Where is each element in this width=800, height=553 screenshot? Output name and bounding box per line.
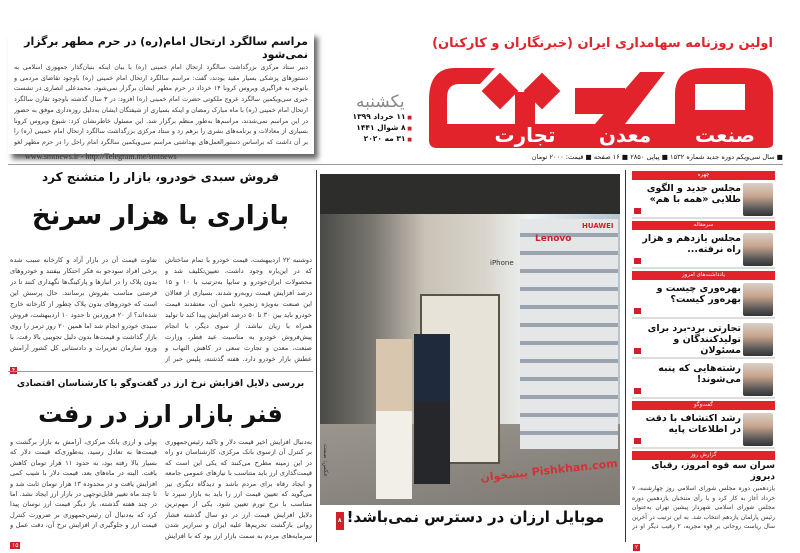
top-story-body: دبیر ستاد مرکزی بزرگداشت سالگرد ارتحال امام خمینی (ره) با بیان اینکه بنیان‌گذار جمهوری اسلامی به دستورهای پزشکی بسیار مقید بودند، گفت: مراسم سالگرد ارتحال امام خمینی (ره) باوجود تقاضای مردمی و باتوجه به فراگیری ویروس کرونا ۱۴ خرداد در حرم مطهر ایشان برگزار نمی‌شود. محمدعلی انصاری در نشست خبری سی‌ویکمین سالگرد عروج ملکوتی حضرت امام خمینی (ره) افزود: در ۳ سال گذشته باوجود تقارن سالگرد ارتحال امام خمینی (ره) با ماه مبارک رمضان و اینکه بسیاری از شیفتگان ایشان به‌دلیل روزه‌داری موفق به حضور در این مراسم نمی‌شدند، مراسم‌ها به‌طور منظم برگزار شد. این مسئول خاطرنشان کرد: شیوع ویروس کرونا بسیاری از معادلات و برنامه‌های بشری را برهم زد و ستاد مرکزی بزرگداشت سالگرد ارتحال امام خمینی (ره) را بر آن داشت که براساس دستورالعمل‌های بهداشتی مراسم سی‌ویکمین سالگرد امام راحل را در حرم مطهر لغو — [14, 64, 308, 146]
page-marker-icon — [634, 258, 641, 264]
shop-window — [520, 219, 618, 449]
story2-col-right: به‌دنبال افزایش اخیر قیمت دلار و تاکید رئیس‌جمهوری بر کنترل آن ازسوی بانک مرکزی، کارشناسان دو راه در این زمینه مطرح می‌کنند که یکی این است که قیمت‌گذاری ارز باید متناسب با نیازهای عمومی جامعه و ایجاد رفاه برای مردم باشد و دیدگاه دیگری نیز می‌گوید که تعیین قیمت ارز را باید به بازار سپرد تا متناسب با نرخ تورم تعیین شود. یکی از مهم‌ترین دلایل افزایش قیمت ارز در دو سال گذشته فشار روانی بازگشت تحریم‌ها علیه ایران و سرازیر شدن سرمایه‌های مردم به سمت بازار ارز بود که با افزایش — [165, 438, 312, 540]
issue-info: ■ سال سی‌ویکم دوره جدید شماره ۱۵۳۲ ■ پیاپی ۲۸۵۰ ■ ۱۶ صفحه ■ قیمت: ۲۰۰۰ تومان — [531, 153, 783, 161]
shop-sign-lenovo: Lenovo — [535, 234, 572, 244]
masthead-tagline: اولین روزنامه سهامداری ایران (خبرنگاران و کارکنان) — [432, 36, 773, 51]
website-url[interactable]: www.smtnews.ir - http://Telegram.me/smtnews — [25, 152, 177, 161]
story2-col-left: پولی و ارزی بانک مرکزی، آرامش به بازار برگشت و قیمت‌ها به تعادل رسید، به‌طوری‌که قیمت دلار که بسیار بالا رفته بود، به حدود ۱۱ هزار تومان کاهش یافت. البته در ماه‌های بعد، قیمت دلار با شیب کمی افزایش یافت و در محدوده ۱۳ هزار تومان ثابت شد و تا چند ماه تغییر قابل‌توجهی در بازار ارز ایجاد نشد. اما در چند هفته گذشته، باز دیگر قیمت ارز نوسان پیدا کرد که به‌دنبال آن رئیس‌جمهوری بر ضرورت کنترل قیمت ارز و جلوگیری از افزایش نرخ آن، دقت عمل و — [10, 438, 157, 530]
report-page-ref[interactable]: ۲ — [635, 544, 639, 551]
column-rule — [625, 170, 626, 542]
sidebar-item[interactable] — [632, 411, 775, 449]
shop-sign-huawei: HUAWEI — [582, 222, 614, 230]
story1-headline[interactable]: بازاری با هزار سرنخ — [31, 201, 290, 231]
avatar — [743, 413, 773, 446]
sidebar-item[interactable] — [632, 281, 775, 319]
photo-credit: عکس: صمت — [322, 444, 329, 477]
logo-word-madan: معدن — [598, 123, 652, 147]
top-story-box — [8, 32, 314, 154]
pedestrian — [376, 339, 412, 499]
logo-word-tejarat: تجارت — [494, 123, 556, 147]
story1-col-right: دوشنبه ۲۲ اردیبهشت، قیمت خودرو با تمام ساختاش که در این‌باره وجود داشت، تعیین‌تکلیف شد و محصولات ایران‌خودرو و سایپا به‌ترتیب با ۱۰ و ۱۵ درصد افزایش قیمت روبه‌رو شدند. بسیاری از فعالان این صنعت به‌ویژه زنجیره تامین آن، معتقدند قیمت خودرو باید بین ۳۰ تا ۵۰ درصد افزایش پیدا کند تا تولید همراه با زیان نباشد. از سوی دیگر، با انجام پیش‌فروش خودرو به مناسبت عید فطر، وزارت صنعت، معدن و تجارت سعی در کاهش التهاب و عطش بازار خودرو دارد. هفته گذشته، پلیس خبر از — [165, 256, 312, 363]
sidebar-item[interactable] — [632, 181, 775, 219]
story2-page-ref[interactable]: ۱۵ — [12, 542, 19, 549]
page-marker-icon — [634, 438, 641, 444]
page-marker-icon — [634, 208, 641, 214]
shop-sign-iphone: iPhone — [490, 259, 514, 267]
avatar — [743, 363, 773, 396]
item-title: بهره‌وری چیست و بهره‌ور کیست؟ — [656, 283, 741, 305]
column-rule — [316, 170, 317, 542]
section-editorial: سرمقاله — [632, 221, 775, 230]
pedestrian — [414, 334, 450, 484]
date-lunar: ■ ۸ شوال ۱۴۴۱ — [340, 123, 412, 132]
date-solar: ■ ۱۱ خرداد ۱۳۹۹ — [340, 112, 412, 121]
page-marker-icon — [634, 388, 641, 394]
section-interview: گفت‌وگو — [632, 401, 775, 410]
avatar — [743, 323, 773, 356]
photo-caption-text: موبایل ارزان در دسترس نمی‌باشد! — [346, 508, 605, 526]
top-story-headline[interactable]: مراسم سالگرد ارتحال امام(ره) در حرم مطهر برگزار نمی‌شود — [24, 35, 308, 61]
story1-col-left: تفاوت قیمت آن در بازار آزاد و کارخانه سبب شده برخی افراد سودجو به فکر احتکار بیفتند و خودروهای بدون پلاک را در انبارها و پارکینگ‌ها نگهداری کنند تا در فرصتی مناسب بفروش برسانند. حال پرسش این است که خودروهای بدون پلاک چطور از کارخانه خارج شده‌اند؟ از ۲۰ فروردین تا حدود ۱۰ اردیبهشت، فروش سبدی خودرو انجام شد اما همین ۲۰ روز ترمز را روی بازار گذاشت و قیمت‌ها بدون دلیل تجویبی بالا رفت. با ورود سازمان تعزیرات و دادستانی کل کشور آرامش — [10, 256, 157, 352]
item-title: مجلس جدید و الگوی طلایی «همه با هم» — [646, 183, 741, 205]
story2-kicker: بررسی دلایل افزایش نرخ ارز در گفت‌وگو با کارشناسان اقتصادی — [16, 379, 305, 389]
report-body: یازدهمین دوره مجلس شورای اسلامی روز چهارشنبه، ۷ خرداد آغاز به کار کرد و با رأی منتخبان یازدهمین دوره مجلس شورای اسلامی شهردار پیشین تهران به‌عنوان رئیس پارلمان یازدهم انتخاب شد. به این ترتیب در آخرین سال ریاست روحانی بر قوه مجریه، ۲ رقیب دیگر او در — [632, 485, 775, 531]
street-shop-photo[interactable] — [320, 174, 620, 505]
item-title: رشته‌هایی که پنبه می‌شوند! — [658, 363, 741, 385]
awning — [320, 174, 620, 214]
watermark: پیشخوان Pishkhan.com — [479, 456, 619, 485]
item-title: رشد اکتشاف با دقت در اطلاعات پایه — [645, 413, 741, 435]
avatar — [743, 233, 773, 266]
story1-kicker: فروش سبدی خودرو، بازار را متشنج کرد — [42, 170, 279, 184]
item-title: مجلس یازدهم و هزار راه نرفته... — [642, 233, 741, 255]
weekday: یکشنبه — [356, 92, 405, 112]
sidebar-item[interactable] — [632, 231, 775, 269]
photo-caption[interactable] — [320, 508, 620, 530]
logo-word-sanat: صنعت — [695, 123, 755, 147]
photo-page-ref[interactable]: ۸ — [336, 512, 344, 530]
sidebar-item[interactable] — [632, 361, 775, 399]
date-gregorian: ■ ۳۱ مه ۲۰۲۰ — [340, 134, 412, 143]
newspaper-logo — [425, 62, 777, 150]
section-notes: یادداشت‌های امروز — [632, 271, 775, 280]
section-report: گزارش روز — [632, 451, 775, 460]
story2-headline[interactable]: فنر بازار ارز در رفت — [38, 400, 283, 428]
masthead-divider — [8, 164, 783, 165]
item-title: تجارتی برد-برد برای تولیدکنندگان و مسئولان — [647, 323, 741, 356]
page-marker-icon — [634, 348, 641, 354]
divider — [8, 371, 313, 372]
section-chehre: چهره — [632, 171, 775, 180]
avatar — [743, 183, 773, 216]
report-headline[interactable]: سران سه قوه امروز، رقبای دیروز — [651, 461, 775, 482]
sidebar-item[interactable] — [632, 321, 775, 359]
page-marker-icon — [634, 308, 641, 314]
avatar — [743, 283, 773, 316]
